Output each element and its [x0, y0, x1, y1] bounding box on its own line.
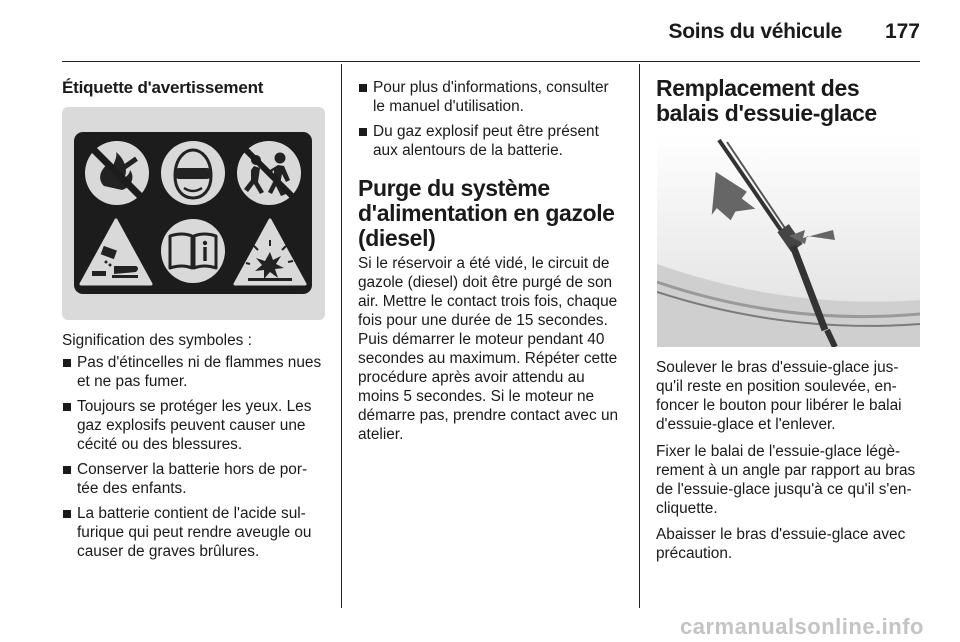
keep-away-from-children-icon — [234, 138, 304, 208]
list-item: Conserver la batterie hors de por-tée des enfants. — [62, 460, 327, 498]
explosive-gas-icon — [232, 216, 308, 288]
list-item: La batterie contient de l'acide sul-furique qui peut rendre aveugle ou causer de graves brûlures. — [62, 504, 327, 561]
wiper-blade-removal-illustration — [657, 134, 920, 347]
no-fire-no-smoking-icon — [82, 138, 152, 208]
read-manual-icon — [158, 216, 228, 286]
column-divider-2 — [639, 64, 640, 608]
running-title: Soins du véhicule — [668, 20, 842, 43]
wiper-heading: Remplacement des balais d'essuie-glace — [656, 75, 877, 126]
acid-hazard-icon — [78, 216, 154, 288]
wiper-photo — [657, 134, 920, 347]
list-item: Du gaz explosif peut être présent aux alentours de la batterie. — [358, 122, 623, 160]
eye-protection-icon — [158, 138, 228, 208]
warning-label-frame — [74, 132, 312, 294]
wiper-step-1: Soulever le bras d'essuie-glace jus-qu'il reste en position soulevée, en-foncer le bouton pour libérer le balai d'essuie-glace et l'enlever. — [656, 359, 902, 433]
warning-label-image — [62, 107, 325, 320]
column-divider-1 — [341, 64, 342, 608]
battery-notes-list — [358, 78, 623, 166]
page-header — [0, 0, 960, 64]
fuel-purge-body: Si le réservoir a été vidé, le circuit de gazole (diesel) doit être purgé de son air. Mettre le contact trois fois, chaque fois pour une durée de 15 secondes. Puis démarrer le moteur pendant 40 secondes au maximum. Répéter cette procédure après avoir attendu au moins 5 secondes. Si le moteur ne démarre pas, prendre contact avec un atelier. — [358, 255, 619, 443]
list-item: Pas d'étincelles ni de flammes nues et ne pas fumer. — [62, 353, 327, 391]
wiper-step-2: Fixer le balai de l'essuie-glace légè-rement à un angle par rapport au bras de l'essuie-glace jusqu'à ce qu'il s'en-cliquette. — [656, 443, 916, 517]
fuel-purge-heading: Purge du système d'alimentation en gazole (diesel) — [358, 175, 615, 251]
symbols-intro: Signification des symboles : — [62, 332, 252, 349]
list-item: Toujours se protéger les yeux. Les gaz explosifs peuvent causer une cécité ou des blessures. — [62, 397, 327, 454]
list-item: Pour plus d'informations, consulter le manuel d'utilisation. — [358, 78, 623, 116]
header-divider — [62, 61, 920, 62]
symbols-list — [62, 353, 327, 567]
wiper-step-3: Abaisser le bras d'essuie-glace avec précaution. — [656, 526, 906, 562]
warning-label-heading: Étiquette d'avertissement — [62, 78, 264, 97]
page-number: 177 — [884, 20, 920, 43]
site-watermark: carmanualsonline.info — [680, 614, 924, 639]
